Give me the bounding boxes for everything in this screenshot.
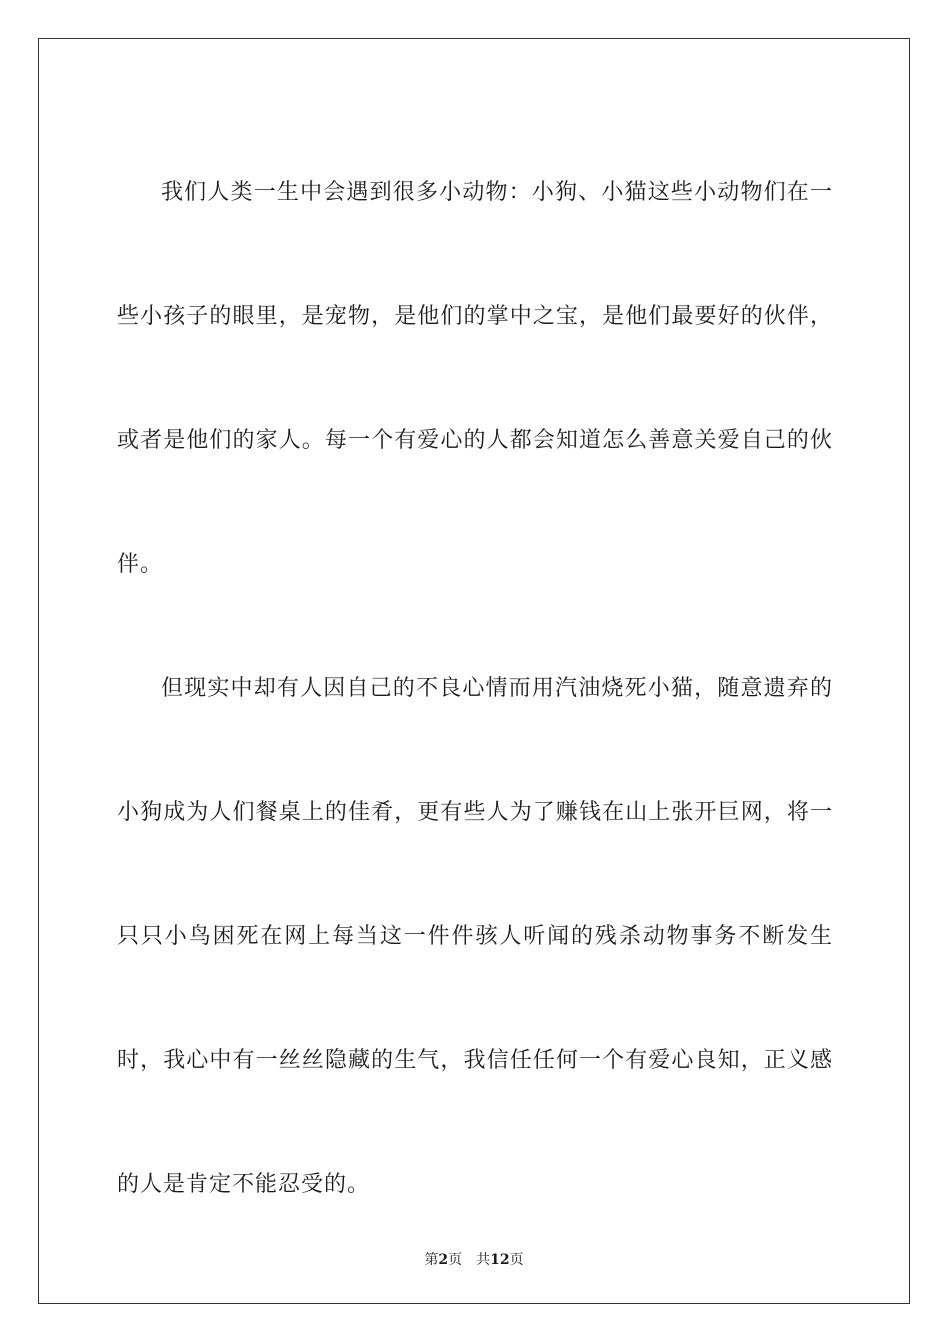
paragraph-2: 但现实中却有人因自己的不良心情而用汽油烧死小猫，随意遗弃的小狗成为人们餐桌上的佳肴，更有些人为了赚钱在山上张开巨网，将一只只小鸟困死在网上每当这一件件骇人听闻的残杀动物事务不断发生时，我心中有一丝丝隐藏的生气，我信任任何一个有爱心良知，正义感的人是肯定不能忍受的。: [117, 676, 833, 1197]
total-pages: 12: [490, 1252, 510, 1268]
page-prefix: 第: [424, 1252, 439, 1268]
total-suffix: 页: [509, 1252, 524, 1268]
page-footer: [39, 1249, 909, 1269]
page-suffix: 页: [448, 1252, 463, 1268]
total-prefix: 共: [476, 1252, 491, 1268]
page-number: 2: [438, 1252, 449, 1268]
paragraph-1: 我们人类一生中会遇到很多小动物：小狗、小猫这些小动物们在一些小孩子的眼里，是宠物，是他们的掌中之宝，是他们最要好的伙伴，或者是他们的家人。每一个有爱心的人都会知道怎么善意关爱自己的伙伴。: [117, 180, 833, 577]
document-page: [38, 38, 910, 1304]
document-body: [117, 131, 833, 1247]
